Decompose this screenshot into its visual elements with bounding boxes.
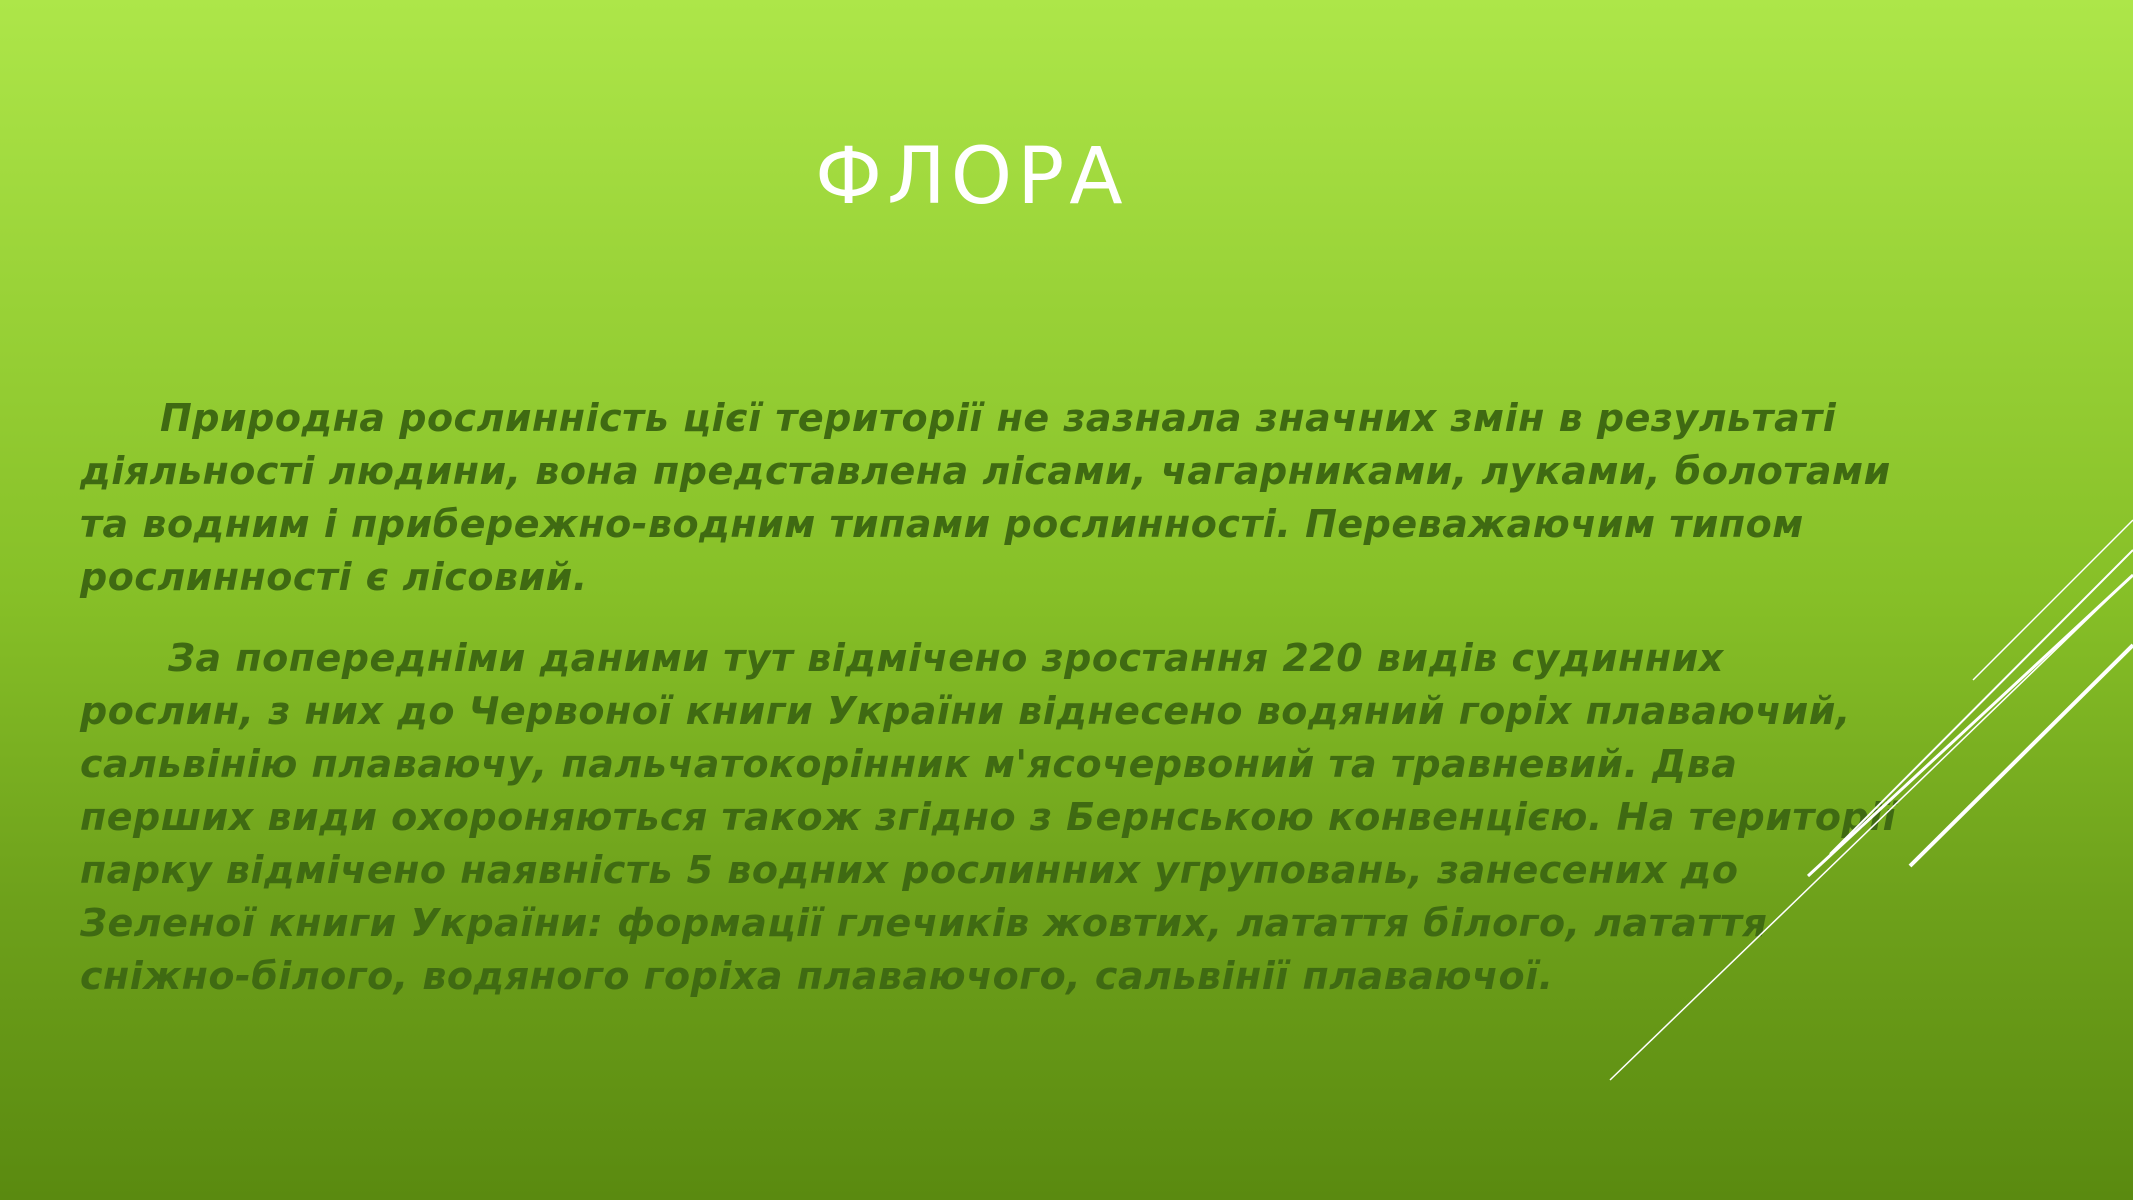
decorative-lines	[1580, 480, 2133, 1100]
decor-line-5	[1610, 575, 2133, 1080]
decor-line-1	[1973, 520, 2133, 680]
decor-line-2	[1830, 550, 2133, 854]
slide-title: ФЛОРА	[815, 132, 1128, 222]
paragraph-1: Природна рослинність цієї території не зазнала значних змін в результаті діяльності людини, вона представлена лісами, чагарниками, луками, болотами та водним і прибережно-водним типами рослинності. Переважаючим типом рослинності є лісовий.	[80, 396, 1891, 599]
paragraph-2: За попередніми даними тут відмічено зростання 220 видів судинних рослин, з них до Червоної книги України віднесено водяний горіх плаваючий, сальвінію плаваючу, пальчатокорінник м'ясочервоний та травневий. Два перших види охороняються також згідно з Бернською конвенцією. На території парку відмічено наявність 5 водних рослинних угруповань, занесених до Зеленої книги України: формації глечиків жовтих, латаття білого, латаття сніжно-білого, водяного горіха плаваючого, сальвінії плаваючої.	[80, 636, 1897, 998]
decor-line-3	[1808, 575, 2133, 876]
